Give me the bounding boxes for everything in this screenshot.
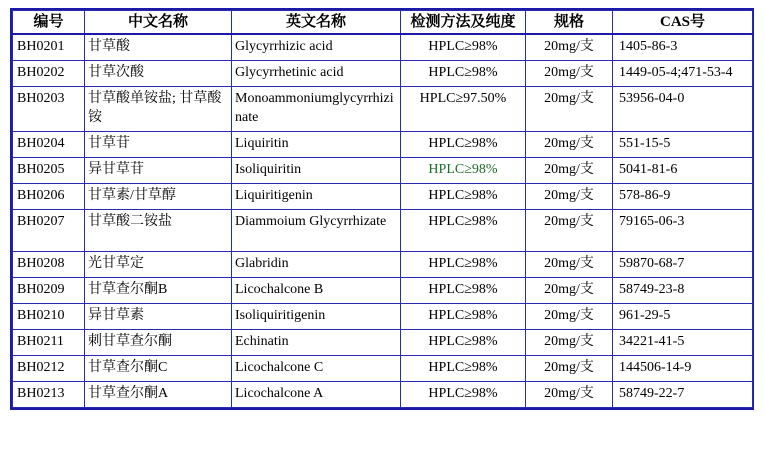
cell-cas: 1405-86-3 xyxy=(613,34,753,60)
table-row xyxy=(13,131,753,157)
table-row xyxy=(13,183,753,209)
cell-method: HPLC≥98% xyxy=(401,251,526,277)
cell-code: BH0207 xyxy=(13,209,85,251)
cell-english-name: Isoliquiritigenin xyxy=(232,303,401,329)
cell-cas: 53956-04-0 xyxy=(613,86,753,131)
cell-spec: 20mg/支 xyxy=(526,251,613,277)
cell-method: HPLC≥98% xyxy=(401,157,526,183)
cell-english-name: Glycyrrhizic acid xyxy=(232,34,401,60)
product-table xyxy=(12,10,753,408)
cell-spec: 20mg/支 xyxy=(526,157,613,183)
cell-method: HPLC≥98% xyxy=(401,303,526,329)
cell-chinese-name: 异甘草素 xyxy=(85,303,232,329)
table-row xyxy=(13,209,753,251)
cell-english-name: Diammoium Glycyrrhizate xyxy=(232,209,401,251)
cell-spec: 20mg/支 xyxy=(526,131,613,157)
cell-cas: 578-86-9 xyxy=(613,183,753,209)
cell-english-name: Isoliquiritin xyxy=(232,157,401,183)
cell-chinese-name: 甘草酸单铵盐; 甘草酸铵 xyxy=(85,86,232,131)
cell-english-name: Glycyrrhetinic acid xyxy=(232,60,401,86)
cell-cas: 79165-06-3 xyxy=(613,209,753,251)
cell-chinese-name: 刺甘草查尔酮 xyxy=(85,329,232,355)
table-row xyxy=(13,251,753,277)
cell-cas: 5041-81-6 xyxy=(613,157,753,183)
cell-english-name: Monoammoniumglycyrrhizinate xyxy=(232,86,401,131)
header-chinese-name: 中文名称 xyxy=(85,11,232,35)
header-english-name: 英文名称 xyxy=(232,11,401,35)
cell-method: HPLC≥98% xyxy=(401,183,526,209)
cell-code: BH0204 xyxy=(13,131,85,157)
cell-method: HPLC≥98% xyxy=(401,209,526,251)
cell-chinese-name: 甘草素/甘草醇 xyxy=(85,183,232,209)
cell-english-name: Glabridin xyxy=(232,251,401,277)
cell-code: BH0213 xyxy=(13,381,85,407)
cell-english-name: Echinatin xyxy=(232,329,401,355)
header-spec: 规格 xyxy=(526,11,613,35)
cell-method: HPLC≥98% xyxy=(401,355,526,381)
cell-code: BH0211 xyxy=(13,329,85,355)
cell-chinese-name: 甘草次酸 xyxy=(85,60,232,86)
cell-code: BH0205 xyxy=(13,157,85,183)
cell-cas: 961-29-5 xyxy=(613,303,753,329)
cell-method: HPLC≥98% xyxy=(401,329,526,355)
cell-chinese-name: 异甘草苷 xyxy=(85,157,232,183)
cell-spec: 20mg/支 xyxy=(526,34,613,60)
table-row xyxy=(13,355,753,381)
cell-code: BH0209 xyxy=(13,277,85,303)
cell-chinese-name: 甘草查尔酮B xyxy=(85,277,232,303)
cell-chinese-name: 甘草酸 xyxy=(85,34,232,60)
cell-spec: 20mg/支 xyxy=(526,209,613,251)
cell-method: HPLC≥98% xyxy=(401,277,526,303)
cell-cas: 34221-41-5 xyxy=(613,329,753,355)
table-row xyxy=(13,303,753,329)
cell-spec: 20mg/支 xyxy=(526,381,613,407)
table-row xyxy=(13,157,753,183)
cell-spec: 20mg/支 xyxy=(526,355,613,381)
header-method-purity: 检测方法及纯度 xyxy=(401,11,526,35)
table-row xyxy=(13,329,753,355)
cell-cas: 551-15-5 xyxy=(613,131,753,157)
cell-method: HPLC≥98% xyxy=(401,34,526,60)
table-row xyxy=(13,60,753,86)
cell-code: BH0212 xyxy=(13,355,85,381)
table-row xyxy=(13,86,753,131)
cell-code: BH0210 xyxy=(13,303,85,329)
table-row xyxy=(13,381,753,407)
cell-code: BH0201 xyxy=(13,34,85,60)
cell-cas: 58749-23-8 xyxy=(613,277,753,303)
cell-spec: 20mg/支 xyxy=(526,303,613,329)
cell-spec: 20mg/支 xyxy=(526,329,613,355)
table-row xyxy=(13,277,753,303)
cell-english-name: Licochalcone B xyxy=(232,277,401,303)
cell-code: BH0208 xyxy=(13,251,85,277)
cell-method: HPLC≥97.50% xyxy=(401,86,526,131)
cell-spec: 20mg/支 xyxy=(526,277,613,303)
cell-spec: 20mg/支 xyxy=(526,183,613,209)
cell-spec: 20mg/支 xyxy=(526,60,613,86)
cell-method: HPLC≥98% xyxy=(401,60,526,86)
cell-chinese-name: 甘草查尔酮A xyxy=(85,381,232,407)
product-table-container xyxy=(10,8,754,410)
cell-code: BH0202 xyxy=(13,60,85,86)
cell-cas: 144506-14-9 xyxy=(613,355,753,381)
cell-code: BH0206 xyxy=(13,183,85,209)
cell-english-name: Licochalcone C xyxy=(232,355,401,381)
cell-spec: 20mg/支 xyxy=(526,86,613,131)
cell-chinese-name: 甘草查尔酮C xyxy=(85,355,232,381)
cell-method: HPLC≥98% xyxy=(401,131,526,157)
table-header-row xyxy=(13,11,753,35)
cell-cas: 58749-22-7 xyxy=(613,381,753,407)
cell-code: BH0203 xyxy=(13,86,85,131)
cell-english-name: Licochalcone A xyxy=(232,381,401,407)
header-cas: CAS号 xyxy=(613,11,753,35)
cell-english-name: Liquiritigenin xyxy=(232,183,401,209)
cell-chinese-name: 光甘草定 xyxy=(85,251,232,277)
cell-chinese-name: 甘草苷 xyxy=(85,131,232,157)
cell-cas: 1449-05-4;471-53-4 xyxy=(613,60,753,86)
cell-chinese-name: 甘草酸二铵盐 xyxy=(85,209,232,251)
table-row xyxy=(13,34,753,60)
cell-cas: 59870-68-7 xyxy=(613,251,753,277)
cell-english-name: Liquiritin xyxy=(232,131,401,157)
header-code: 编号 xyxy=(13,11,85,35)
cell-method: HPLC≥98% xyxy=(401,381,526,407)
